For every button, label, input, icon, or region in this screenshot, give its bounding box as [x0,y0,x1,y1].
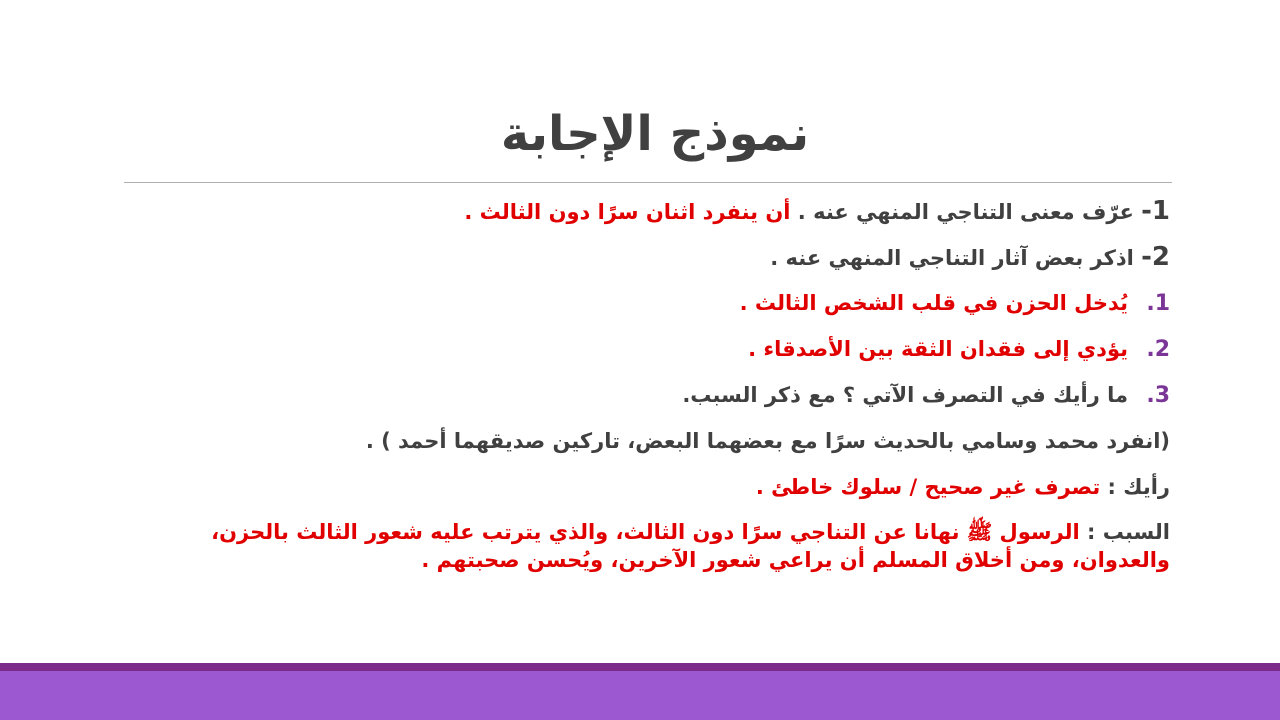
slide-title: نموذج الإجابة [500,106,810,162]
scenario-text: (انفرد محمد وسامي بالحديث سرًا مع بعضهما البعض، تاركين صديقهما أحمد ) . [365,429,1170,453]
list-item-text: يؤدي إلى فقدان الثقة بين الأصدقاء . [748,337,1128,361]
opinion-answer: تصرف غير صحيح / سلوك خاطئ . [755,475,1101,499]
slide-content [180,188,1170,574]
question-1 [180,188,1170,234]
list-item-marker: 3. [1146,383,1170,408]
question-2-text: اذكر بعض آثار التناجي المنهي عنه . [770,246,1142,270]
footer-bar-accent [0,663,1280,671]
question-2-number: 2- [1141,242,1170,272]
list-item [180,372,1170,418]
reason-answer: الرسول ﷺ نهانا عن التناجي سرًا دون الثالث، والذي يترتب عليه شعور الثالث بالحزن، والعدوان، ومن أخلاق المسلم أن يراعي شعور الآخرين، ويُحسن صحبتهم . [211,520,1170,572]
footer-bar [0,671,1280,720]
question-1-answer: أن ينفرد اثنان سرًا دون الثالث . [464,200,791,224]
list-item [180,326,1170,372]
question-1-text: عرّف معنى التناجي المنهي عنه . [790,200,1142,224]
opinion-line [180,464,1170,510]
question-1-number: 1- [1141,196,1170,226]
reason-line [180,518,1170,574]
list-item-marker: 2. [1146,337,1170,362]
list-item-text: يُدخل الحزن في قلب الشخص الثالث . [739,291,1128,315]
list-item [180,280,1170,326]
title-divider [124,182,1172,183]
reason-label: السبب : [1079,520,1170,544]
list-item-text: ما رأيك في التصرف الآتي ؟ مع ذكر السبب. [682,383,1128,407]
list-item-marker: 1. [1146,291,1170,316]
opinion-label: رأيك : [1100,475,1170,499]
question-2 [180,234,1170,280]
